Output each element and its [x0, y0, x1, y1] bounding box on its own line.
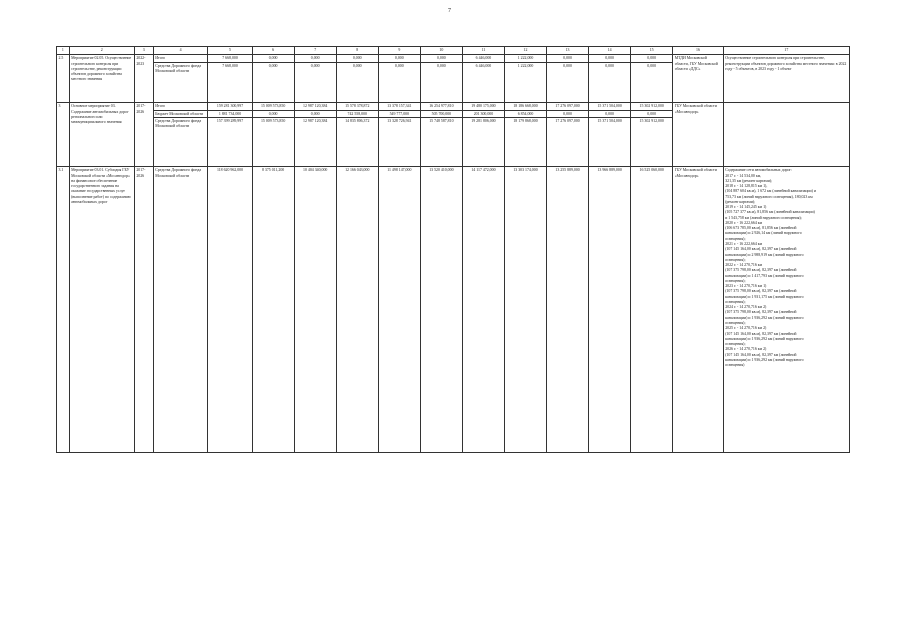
result-line: 753,73 км (линий наружного освещения), 180,023 км — [725, 194, 813, 199]
activity-name: Мероприятие 03.01. Субсидия ГБУ Московской области «Мосавтодор» на финансовое обеспечение государственного задания на оказание государственных услуг (выполнение работ) по содержанию автомобильных дорог — [69, 167, 134, 453]
amount-value: 8 375 011,200 — [252, 167, 294, 453]
funding-source-label: Средства Дорожного фонда Московской области — [154, 62, 208, 75]
amount-value: 0,000 — [295, 62, 336, 69]
result-line: освещения); — [725, 236, 746, 241]
result-line: 321,35 км (ремонт картами); — [725, 178, 773, 183]
funding-source-cell — [153, 103, 208, 167]
result-line: 2026 г. - 14 270,716 км 2) — [725, 347, 767, 352]
column-number: 11 — [462, 47, 504, 55]
amount-value: 7 668,000 — [208, 62, 251, 69]
activity-result — [723, 167, 849, 453]
column-number: 13 — [547, 47, 589, 55]
amount-value: 12 166 043,000 — [336, 167, 378, 453]
amount-value: 1 222,000 — [505, 62, 546, 69]
column-number: 6 — [252, 47, 294, 55]
column-number-header-row — [57, 47, 850, 55]
result-line: канализации) и 1 936,292 км (линий наружного — [725, 357, 804, 362]
funding-source-label: Бюджет Московской области — [154, 110, 208, 117]
column-number: 17 — [723, 47, 849, 55]
column-number: 5 — [208, 47, 252, 55]
amount-value: 0,000 — [379, 62, 420, 69]
result-line: канализации) и 1 931,175 км (линий наружного — [725, 294, 804, 299]
result-line: 2025 г. - 14 270,716 км 2) — [725, 326, 767, 331]
amount-value: 15 302 912,000 — [631, 117, 672, 124]
amount-value: 15 009 573,850 — [260, 104, 286, 109]
activity-years: 2022-2023 — [134, 55, 153, 103]
program-activities-table — [56, 46, 850, 453]
row-number: 3.1 — [57, 167, 70, 453]
table-row — [57, 167, 850, 453]
column-number: 2 — [69, 47, 134, 55]
amount-value: 0,000 — [421, 62, 462, 69]
amount-value: 505 700,000 — [421, 110, 462, 117]
result-line: (107 375 798,00 кв.м), 82,397 км (линейной — [725, 268, 797, 273]
amount-value: 17 276 097,000 — [547, 117, 588, 124]
result-line: освещения) — [725, 363, 745, 368]
result-line: 2018 г. - 14 128,815 км 1), — [725, 184, 768, 189]
amount-value: 0,000 — [547, 62, 588, 69]
amount-value: 15 009 573,850 — [253, 117, 294, 124]
amount-value: 0,000 — [631, 62, 672, 69]
page-number: 7 — [448, 8, 451, 14]
amount-value: 0,000 — [253, 62, 294, 69]
amount-value: 12 987 120,384 — [303, 104, 328, 109]
column-number: 14 — [589, 47, 631, 55]
amount-value: 18 179 868,000 — [505, 117, 546, 124]
result-line: освещения); — [725, 257, 746, 262]
column-number: 16 — [673, 47, 723, 55]
table-row — [57, 103, 850, 167]
amount-value: 15 371 504,000 — [589, 117, 630, 124]
amount-value: 0,000 — [352, 56, 362, 61]
amount-value: 13 378 157,341 — [387, 104, 412, 109]
row-number: 3 — [57, 103, 70, 167]
result-line: и 1 543,758 км (линий наружного освещения); — [725, 215, 802, 220]
activity-result: Осуществление строительного контроля при строительстве, реконструкции объектов дорожного хозяйства местного значения: в 2022 году - 5 объектов, в 2023 году - 1 объект — [723, 55, 849, 103]
result-line: 2020 г. - 16 222,664 км — [725, 220, 763, 225]
amount-value: 13 966 889,000 — [589, 167, 631, 453]
amount-value: 0,000 — [253, 110, 294, 117]
responsible-party: ГБУ Московской области «Мосавтодор» — [673, 167, 723, 453]
row-number: 2.5 — [57, 55, 70, 103]
result-line: 2017 г. - 14 534,00 км, — [725, 173, 762, 178]
amount-value: 0,000 — [563, 56, 572, 61]
result-line: (107 145 164,00 кв.м), 82,397 км (линейной — [725, 247, 797, 252]
amount-value: 15 748 587,810 — [421, 117, 462, 124]
funding-source-label: Средства Дорожного фонда Московской области — [154, 117, 208, 130]
amount-value: 16 254 977,810 — [429, 104, 454, 109]
result-line: освещения); — [725, 320, 746, 325]
result-line: 2021 г. - 16 222,664 км — [725, 241, 763, 246]
amount-value: 11 498 147,000 — [378, 167, 420, 453]
amount-value: 12 987 120,384 — [295, 117, 336, 124]
amount-value: 0,000 — [295, 110, 336, 117]
column-number: 8 — [336, 47, 378, 55]
amount-value: 0,000 — [631, 110, 672, 117]
result-line: (107 375 798,00 кв.м), 82,397 км (линейной — [725, 289, 797, 294]
amount-value: 14 835 806,372 — [337, 117, 378, 124]
result-line: (107 145 164,00 кв.м), 82,397 км (линейной — [725, 331, 797, 336]
amount-value: 0,000 — [310, 56, 320, 61]
result-line: 2023 г. - 14 270,716 км 1) — [725, 284, 767, 289]
column-number: 12 — [504, 47, 546, 55]
result-line: (106 673 785,00 кв.м), 81,856 км (линейной — [725, 226, 797, 231]
amount-value: 201 300,000 — [463, 110, 504, 117]
amount-value: 6 854,000 — [505, 110, 546, 117]
amount-value: 13 303 174,000 — [504, 167, 546, 453]
amount-value: 0,000 — [589, 62, 630, 69]
amount-value: 742 558,000 — [337, 110, 378, 117]
activity-years: 2017-2026 — [134, 167, 153, 453]
amount-value: 13 520 410,000 — [420, 167, 462, 453]
responsible-party: МТДИ Московской области, ГБУ Московской области «ДДС» — [673, 55, 723, 103]
amount-value: 0,000 — [394, 56, 404, 61]
amount-value: 6 446,000 — [463, 62, 504, 69]
result-line: (107 375 798,00 кв.м), 82,397 км (линейной — [725, 310, 797, 315]
amount-value: 159 281 300,997 — [216, 104, 244, 109]
amount-value: 10 404 340,000 — [294, 167, 336, 453]
result-line: (ремонт картами); — [725, 199, 756, 204]
amount-value: 0,000 — [547, 110, 588, 117]
amount-value: 19 480 175,000 — [471, 104, 496, 109]
result-line: канализации) и 1 417,793 км (линий наружного — [725, 273, 804, 278]
amount-value: 15 371 504,000 — [597, 104, 622, 109]
column-number: 4 — [153, 47, 208, 55]
responsible-party: ГБУ Московской области «Мосавтодор» — [673, 103, 723, 167]
column-number: 10 — [420, 47, 462, 55]
amount-value: 13 328 726,941 — [379, 117, 420, 124]
amount-value: 7 668,000 — [222, 56, 238, 61]
result-line: (105 727 377 кв.м), 81,856 км (линейной канализации) — [725, 210, 815, 215]
result-line: освещения); — [725, 299, 746, 304]
result-line: канализации) и 2 988,919 км (линий наружного — [725, 252, 804, 257]
amount-value: 0,000 — [605, 56, 614, 61]
result-line: канализации) и 2 926,14 км (линий наружного — [725, 231, 802, 236]
activity-years: 2017-2026 — [134, 103, 153, 167]
result-line: 2019 г. - 14 145,245 км 1) — [725, 205, 767, 210]
result-line: Содержание сети автомобильных дорог: — [725, 168, 793, 173]
funding-source-label: Средства Дорожного фонда Московской области — [153, 167, 208, 453]
amount-value: 118 620 962,000 — [208, 167, 252, 453]
amount-value: 157 399 289,997 — [208, 117, 251, 124]
result-line: (107 145 164,00 кв.м), 82,397 км (линейной — [725, 352, 797, 357]
amount-value: 14 117 472,000 — [462, 167, 504, 453]
activity-result — [723, 103, 849, 167]
amount-value: 18 186 668,000 — [513, 104, 538, 109]
result-line: канализации) и 1 936,292 км (линий наружного — [725, 315, 804, 320]
amount-value: 0,000 — [647, 56, 657, 61]
table-row — [57, 55, 850, 103]
result-line: 2022 г. - 14 270,716 км — [725, 263, 763, 268]
result-line: освещения); — [725, 278, 746, 283]
amount-value: 6 446,000 — [475, 56, 492, 61]
column-number: 15 — [631, 47, 673, 55]
amount-value: 0,000 — [436, 56, 446, 61]
amount-value: 1 881 734,000 — [208, 110, 251, 117]
activity-name: Основное мероприятие 03. Содержание автомобильных дорог регионального или межмуниципального значения — [69, 103, 134, 167]
amount-value: 16 525 060,000 — [631, 167, 673, 453]
amount-value: 19 281 806,000 — [463, 117, 504, 124]
amount-value: 0,000 — [589, 110, 630, 117]
funding-source-label: Итого — [155, 56, 166, 61]
amount-value: 0,000 — [268, 56, 278, 61]
column-number: 1 — [57, 47, 70, 55]
amount-value: 13 255 889,000 — [547, 167, 589, 453]
result-line: (104 887 604 кв.м), 1 672 км (линейной канализации) и — [725, 189, 816, 194]
funding-source-cell — [153, 55, 208, 103]
column-number: 9 — [378, 47, 420, 55]
amount-value: 549 777,000 — [379, 110, 420, 117]
amount-value: 15 578 378,872 — [345, 104, 370, 109]
result-line: освещения); — [725, 342, 746, 347]
column-number: 7 — [294, 47, 336, 55]
column-number: 3 — [134, 47, 153, 55]
result-line: 2024 г. - 14 270,716 км 2) — [725, 305, 767, 310]
amount-value: 17 276 097,000 — [555, 104, 580, 109]
amount-value: 1 222,000 — [517, 56, 534, 61]
funding-source-label: Итого — [155, 104, 166, 109]
result-line: канализации) и 1 936,292 км (линий наружного — [725, 336, 804, 341]
amount-value: 15 302 912,000 — [639, 104, 664, 109]
activity-name: Мероприятие 02.05. Осуществление строительного контроля при строительстве, реконструкции объектов дорожного хозяйства местного значения — [69, 55, 134, 103]
amount-value: 0,000 — [337, 62, 378, 69]
